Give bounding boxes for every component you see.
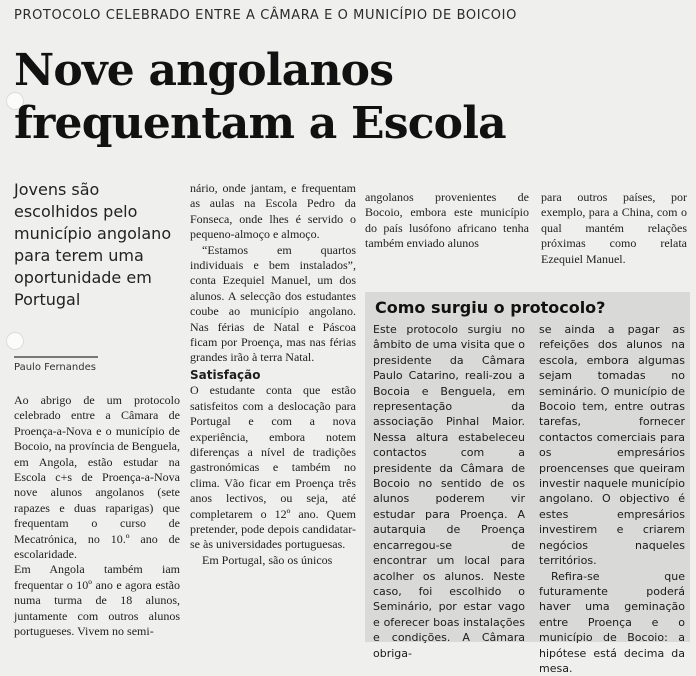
paragraph: Refira-se que futuramente poderá haver uma geminação entre Proença e o município de Bocoio: a hipótese está decima da mesa. [539, 569, 685, 676]
sidebar-title: Como surgiu o protocolo? [375, 298, 605, 317]
paragraph: angolanos provenientes de Bocoio, embora este município do país lusófono africano tenha também enviado alunos [365, 190, 529, 252]
paragraph: Ao abrigo de um protocolo celebrado entre a Câmara de Proença-a-Nova e o município de Bocoio, na província de Benguela, em Angola, estão estudar na Escola c+s de Proença-a-Nova nove alunos angolanos (sete rapazes e duas raparigas) que frequentam o curso de Mecatrónica, no 10.º ano de escolaridade. [14, 393, 180, 562]
byline-rule [14, 356, 98, 358]
paragraph: Em Portugal, são os únicos [190, 553, 356, 568]
article-column-3 [365, 190, 529, 252]
section-subhead: Satisfação [190, 368, 356, 383]
punch-hole [6, 332, 24, 350]
article-column-2 [190, 181, 356, 568]
article-column-4 [541, 190, 687, 267]
kicker: PROTOCOLO CELEBRADO ENTRE A CÂMARA E O MUNICÍPIO DE BOICOIO [14, 8, 517, 23]
paragraph: se ainda a pagar as refeições dos alunos na escola, embora algumas sejam tomadas no seminário. O município de Bocoio tem, entre outras tarefas, fornecer contactos comerciais para os empresários proencenses que queiram investir naquele município angolano. O objectivo é estes empresários investirem e criarem negócios naqueles territórios. [539, 322, 685, 569]
paragraph: Este protocolo surgiu no âmbito de uma visita que o presidente da Câmara Paulo Catarino, reali-zou a Bocoia e Benguela, em representação da associação Pinhal Maior. Nessa altura estabeleceu contactos com a presidente da Câmara de Bocoio no sentido de os alunos poderem vir estudar para Proença. A autarquia de Proença encarregou-se de encontrar um local para acolher os alunos. Neste caso, foi escolhido o Seminário, por estar vago e oferecer boas instalações e condições. A Câmara obriga- [373, 322, 525, 661]
paragraph: Em Angola também iam frequentar o 10º ano e agora estão numa turma de 18 alunos, juntamente com outros alunos portugueses. Vivem no semi- [14, 562, 180, 639]
sidebar-box [365, 292, 690, 642]
paragraph: “Estamos em quartos individuais e bem instalados”, conta Ezequiel Manuel, um dos alunos. A selecção dos estudantes coube ao município angolano. Nas férias de Natal e Páscoa ficam por Proença, mas nas férias grandes irão à terra Natal. [190, 243, 356, 366]
article-column-1 [14, 393, 180, 640]
byline: Paulo Fernandes [14, 362, 96, 373]
paragraph: para outros países, por exemplo, para a China, com o qual mantém relações próximas como relata Ezequiel Manuel. [541, 190, 687, 267]
sidebar-column-1 [373, 322, 525, 661]
page-title: Nove angolanos frequentam a Escola [14, 44, 614, 150]
deck-subtitle: Jovens são escolhidos pelo município angolano para terem uma oportunidade em Portugal [14, 179, 184, 311]
paragraph: nário, onde jantam, e frequentam as aulas na Escola Pedro da Fonseca, onde lhes é servido o pequeno-almoço e almoço. [190, 181, 356, 243]
sidebar-column-2 [539, 322, 685, 676]
paragraph: O estudante conta que estão satisfeitos com a deslocação para Portugal e com a nova experiência, embora notem diferenças a nível de tradições gastronómicas e também no clima. Vão ficar em Proença três anos lectivos, ou seja, até completarem o 12º ano. Quem pretender, pode depois candidatar-se às universidades portuguesas. [190, 383, 356, 552]
